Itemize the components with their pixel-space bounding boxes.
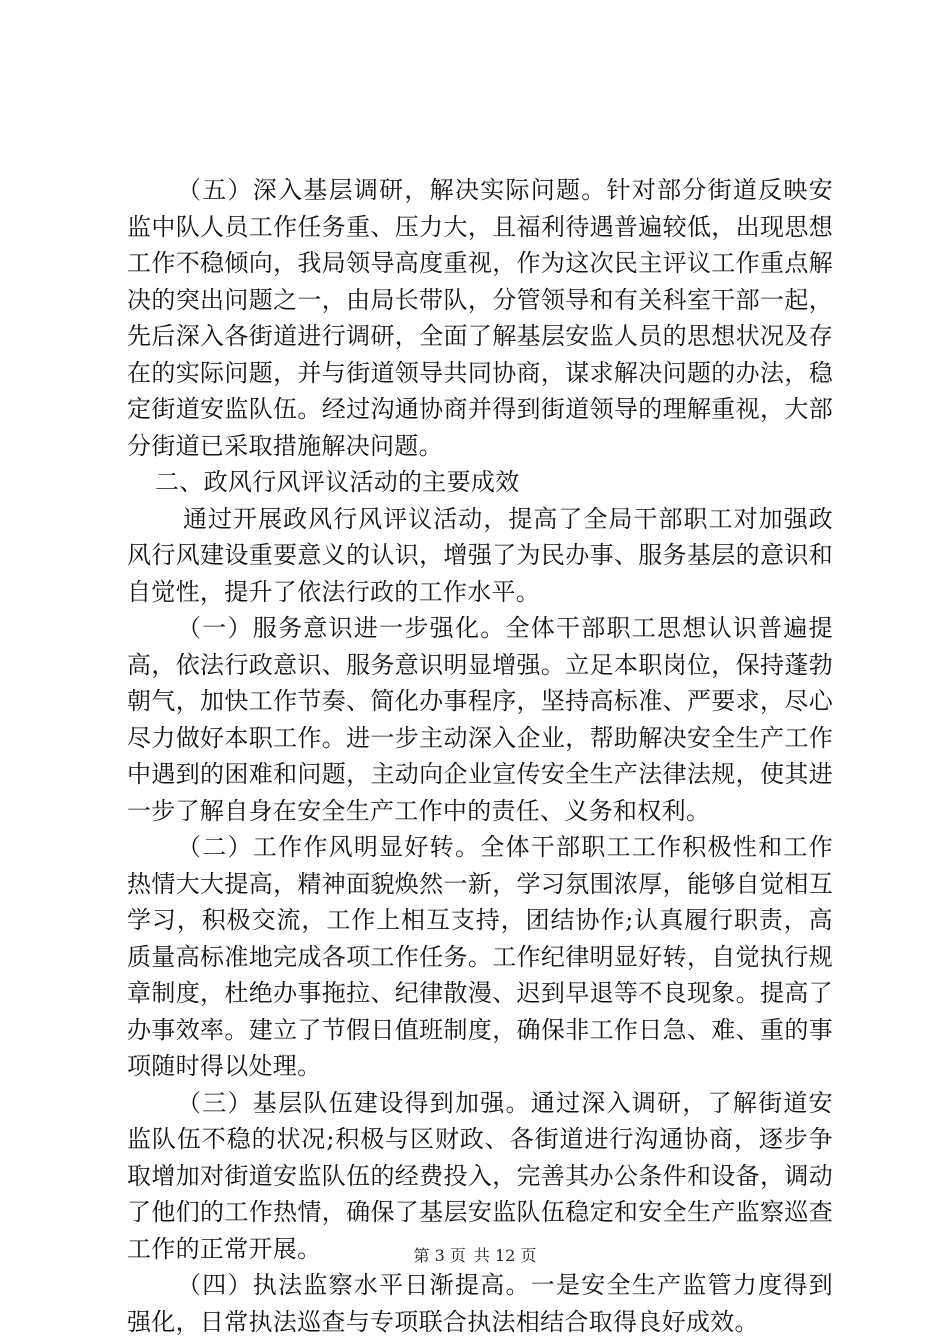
page-number: 第 3 页 <box>413 1246 466 1265</box>
subsection-one-paragraph: （一）服务意识进一步强化。全体干部职工思想认识普遍提高，依法行政意识、服务意识明显增强。立足本职岗位，保持蓬勃朝气，加快工作节奏、简化办事程序，坚持高标准、严要求，尽心尽力做好本职工作。进一步主动深入企业，帮助解决安全生产工作中遇到的困难和问题，主动向企业宣传安全生产法律法规，使其进一步了解自身在安全生产工作中的责任、义务和权利。 <box>127 614 833 825</box>
page-total: 共 12 页 <box>473 1246 537 1265</box>
subsection-four-paragraph: （四）执法监察水平日渐提高。一是安全生产监管力度得到强化，日常执法巡查与专项联合执法相结合取得良好成效。 <box>127 1271 833 1336</box>
section-heading-two: 二、政风行风评议活动的主要成效 <box>155 468 520 496</box>
subsection-three-paragraph: （三）基层队伍建设得到加强。通过深入调研，了解街道安监队伍不稳的状况;积极与区财政、各街道进行沟通协商，逐步争取增加对街道安监队伍的经费投入，完善其办公条件和设备，调动了他们的工作热情，确保了基层安监队伍稳定和安全生产监察巡查工作的正常开展。 <box>127 1088 833 1263</box>
intro-paragraph: 通过开展政风行风评议活动，提高了全局干部职工对加强政风行风建设重要意义的认识，增强了为民办事、服务基层的意识和自觉性，提升了依法行政的工作水平。 <box>127 504 833 606</box>
page-footer <box>0 1246 950 1266</box>
document-body <box>127 172 833 1340</box>
subsection-two-paragraph: （二）工作作风明显好转。全体干部职工工作积极性和工作热情大大提高，精神面貌焕然一新，学习氛围浓厚，能够自觉相互学习，积极交流，工作上相互支持，团结协作;认真履行职责，高质量高标准地完成各项工作任务。工作纪律明显好转，自觉执行规章制度，杜绝办事拖拉、纪律散漫、迟到早退等不良现象。提高了办事效率。建立了节假日值班制度，确保非工作日急、难、重的事项随时得以处理。 <box>127 833 833 1080</box>
section-five-paragraph: （五）深入基层调研，解决实际问题。针对部分街道反映安监中队人员工作任务重、压力大，且福利待遇普遍较低，出现思想工作不稳倾向，我局领导高度重视，作为这次民主评议工作重点解决的突出问题之一，由局长带队，分管领导和有关科室干部一起，先后深入各街道进行调研，全面了解基层安监人员的思想状况及存在的实际问题，并与街道领导共同协商，谋求解决问题的办法，稳定街道安监队伍。经过沟通协商并得到街道领导的理解重视，大部分街道已采取措施解决问题。 <box>127 176 833 460</box>
